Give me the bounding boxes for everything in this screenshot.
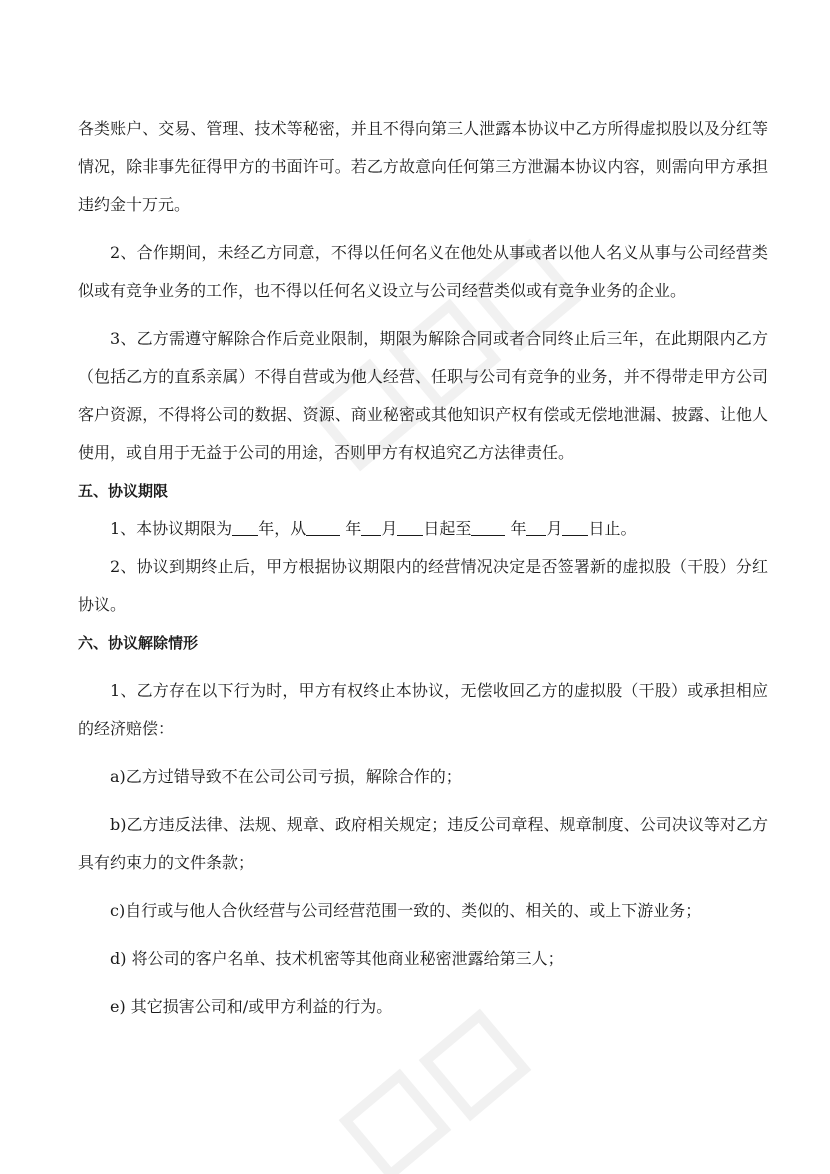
blank-end-month <box>526 519 546 536</box>
blank-start-month <box>361 519 381 536</box>
section-5-item-2: 2、协议到期终止后，甲方根据协议期限内的经营情况决定是否签署新的虚拟股（干股）分红协议。 <box>78 557 768 614</box>
blank-start-year <box>306 519 340 536</box>
blank-end-year <box>471 519 505 536</box>
paragraph-2: 2、合作期间，未经乙方同意，不得以任何名义在他处从事或者以他人名义从事与公司经营类似或有竞争业务的工作，也不得以任何名义设立与公司经营类似或有竞争业务的企业。 <box>78 243 768 300</box>
s5-text-7: 月 <box>546 519 563 538</box>
s5-text-1: 1、本协议期限为 <box>110 519 233 538</box>
document-body <box>78 110 768 1026</box>
clause-c: c)自行或与他人合伙经营与公司经营范围一致的、类似的、相关的、或上下游业务； <box>110 901 702 920</box>
blank-end-day <box>562 519 588 536</box>
paragraph-3: 3、乙方需遵守解除合作后竞业限制，期限为解除合同或者合同终止后三年，在此期限内乙方（包括乙方的直系亲属）不得自营或为他人经营、任职与公司有竞争的业务，并不得带走甲方公司客户资源，不得将公司的数据、资源、商业秘密或其他知识产权有偿或无偿地泄漏、披露、让他人使用，或自用于无益于公司的用途，否则甲方有权追究乙方法律责任。 <box>78 329 768 462</box>
s5-text-4: 月 <box>381 519 398 538</box>
section-6-item-1: 1、乙方存在以下行为时，甲方有权终止本协议，无偿收回乙方的虚拟股（干股）或承担相应的经济赔偿： <box>78 681 768 738</box>
blank-start-day <box>397 519 423 536</box>
clause-d: d) 将公司的客户名单、技术机密等其他商业秘密泄露给第三人； <box>110 949 564 968</box>
s5-text-3: 年 <box>345 519 362 538</box>
s5-text-8: 日止。 <box>588 519 637 538</box>
clause-b: b)乙方违反法律、法规、规章、政府相关规定；违反公司章程、规章制度、公司决议等对乙方具有约束力的文件条款； <box>78 815 768 872</box>
paragraph-continuation: 各类账户、交易、管理、技术等秘密，并且不得向第三人泄露本协议中乙方所得虚拟股以及分红等情况，除非事先征得甲方的书面许可。若乙方故意向任何第三方泄漏本协议内容，则需向甲方承担违约金十万元。 <box>78 119 768 214</box>
clause-e: e) 其它损害公司和/或甲方利益的行为。 <box>110 997 393 1016</box>
section-5-item-1 <box>78 510 768 548</box>
s5-text-6: 年 <box>510 519 527 538</box>
blank-years <box>232 519 258 536</box>
section-6-title: 六、协议解除情形 <box>78 634 199 652</box>
section-5-title: 五、协议期限 <box>78 482 169 500</box>
clause-a: a)乙方过错导致不在公司公司亏损，解除合作的； <box>110 767 462 786</box>
s5-text-5: 日起至 <box>423 519 472 538</box>
s5-text-2: 年，从 <box>258 519 307 538</box>
